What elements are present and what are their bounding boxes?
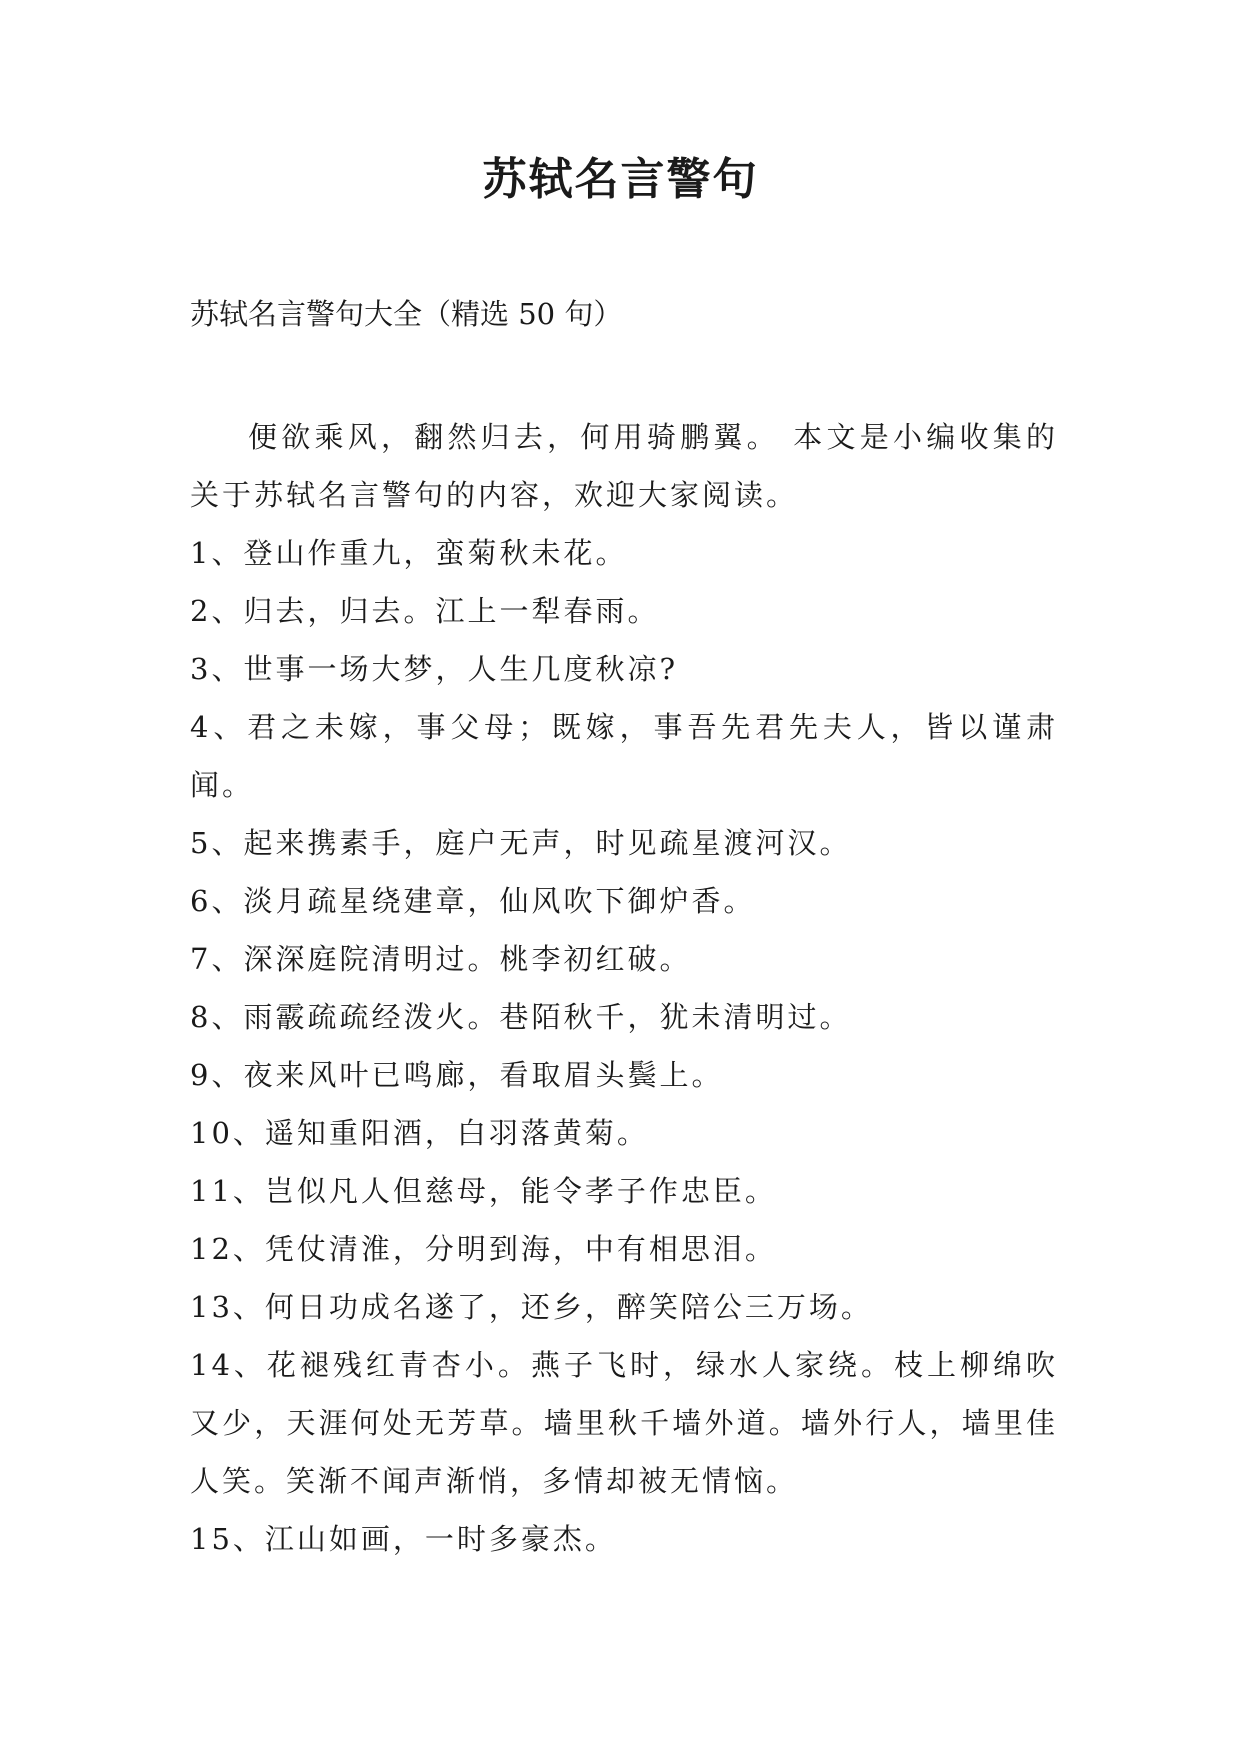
quote-item: 10、遥知重阳酒，白羽落黄菊。	[190, 1116, 649, 1150]
intro-paragraph: 便欲乘风，翻然归去，何用骑鹏翼。 本文是小编收集的关于苏轼名言警句的内容，欢迎大家阅读。	[190, 420, 1058, 512]
quote-item: 2、归去，归去。江上一犁春雨。	[190, 594, 660, 628]
quote-item: 11、岂似凡人但慈母，能令孝子作忠臣。	[190, 1174, 777, 1208]
quote-item: 3、世事一场大梦，人生几度秋凉?	[190, 652, 678, 686]
quote-item: 7、深深庭院清明过。桃李初红破。	[190, 942, 692, 976]
quote-item: 14、花褪残红青杏小。燕子飞时，绿水人家绕。枝上柳绵吹又少，天涯何处无芳草。墙里秋千墙外道。墙外行人，墙里佳人笑。笑渐不闻声渐悄，多情却被无情恼。	[190, 1348, 1058, 1498]
quote-item: 5、起来携素手，庭户无声，时见疏星渡河汉。	[190, 826, 852, 860]
quote-item: 1、登山作重九，蛮菊秋未花。	[190, 536, 628, 570]
quote-item: 6、淡月疏星绕建章，仙风吹下御炉香。	[190, 884, 756, 918]
document-body	[190, 408, 1058, 1568]
quote-item: 9、夜来风叶已鸣廊，看取眉头鬓上。	[190, 1058, 724, 1092]
quote-item: 4、君之未嫁，事父母；既嫁，事吾先君先夫人，皆以谨肃闻。	[190, 710, 1058, 802]
quote-item: 13、何日功成名遂了，还乡，醉笑陪公三万场。	[190, 1290, 873, 1324]
quote-item: 8、雨霰疏疏经泼火。巷陌秋千，犹未清明过。	[190, 1000, 852, 1034]
page-title: 苏轼名言警句	[482, 154, 759, 205]
subtitle: 苏轼名言警句大全（精选 50 句）	[190, 297, 623, 331]
quote-item: 15、江山如画，一时多豪杰。	[190, 1522, 617, 1556]
quote-item: 12、凭仗清淮，分明到海，中有相思泪。	[190, 1232, 777, 1266]
